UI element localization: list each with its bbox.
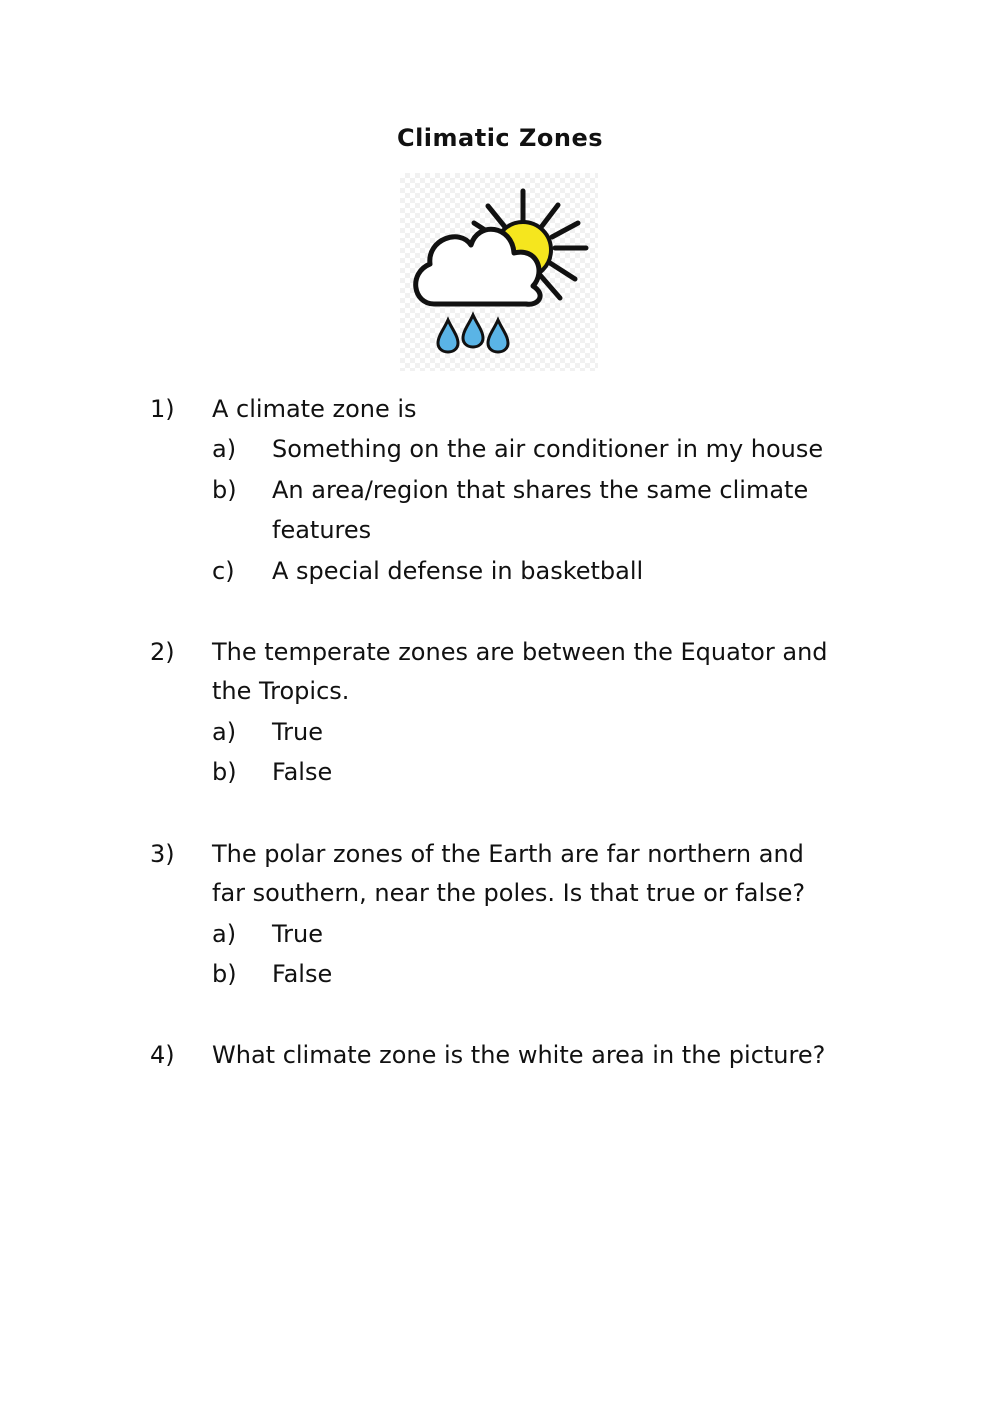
rain-drops — [438, 315, 508, 352]
question-2-option-a-text: True — [272, 718, 323, 746]
raindrop-icon — [438, 320, 458, 352]
question-3-option-a-text: True — [272, 920, 323, 948]
question-1-option-c-text: A special defense in basketball — [272, 557, 644, 585]
question-2-option-a-letter: a) — [212, 718, 237, 746]
weather-illustration — [400, 173, 598, 371]
question-4-number: 4) — [150, 1041, 175, 1069]
question-3-option-b-text: False — [272, 960, 333, 988]
question-2-option-b-text: False — [272, 758, 333, 786]
question-2-option-b-letter: b) — [212, 758, 237, 786]
question-4-text: What climate zone is the white area in the picture? — [212, 1041, 826, 1069]
question-3-text-cont: far southern, near the poles. Is that true or false? — [212, 879, 806, 907]
page-title: Climatic Zones — [396, 124, 604, 152]
question-3-number: 3) — [150, 840, 175, 868]
question-2-text: The temperate zones are between the Equator and — [212, 638, 828, 666]
raindrop-icon — [488, 320, 508, 352]
question-3-text: The polar zones of the Earth are far northern and — [212, 840, 804, 868]
question-1-option-b-text-cont: features — [272, 516, 372, 544]
question-2-number: 2) — [150, 638, 175, 666]
question-1-option-b-text: An area/region that shares the same climate — [272, 476, 809, 504]
raindrop-icon — [463, 315, 483, 347]
question-1-option-c-letter: c) — [212, 557, 235, 585]
question-1-text: A climate zone is — [212, 395, 417, 423]
question-1-number: 1) — [150, 395, 175, 423]
question-1-option-b-letter: b) — [212, 476, 237, 504]
question-1-option-a-text: Something on the air conditioner in my house — [272, 435, 824, 463]
weather-cloud-sun-rain-icon — [400, 173, 598, 371]
question-3-option-a-letter: a) — [212, 920, 237, 948]
question-3-option-b-letter: b) — [212, 960, 237, 988]
question-2-text-cont: the Tropics. — [212, 677, 350, 705]
question-1-option-a-letter: a) — [212, 435, 237, 463]
